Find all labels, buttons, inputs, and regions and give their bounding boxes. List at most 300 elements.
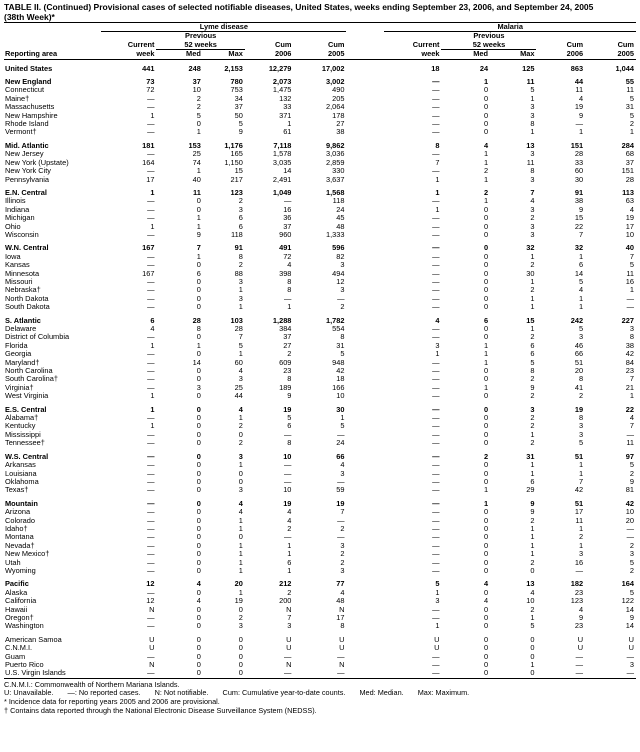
value-cell: 3 (435, 340, 440, 350)
value-cell: 1 (196, 251, 201, 261)
value-cell: 1,044 (615, 63, 634, 73)
value-cell: 32 (574, 243, 584, 253)
reporting-area-cell: Nevada† (5, 540, 35, 550)
value-cell: — (575, 119, 584, 129)
footnote-dagger: † Contains data reported through the National Electronic Disease Surveillance System (NEDSS). (4, 705, 317, 715)
value-cell: 1,568 (325, 187, 345, 197)
value-cell: 0 (196, 621, 201, 631)
value-cell: 0 (196, 404, 201, 414)
value-cell: — (147, 565, 155, 575)
reporting-area-cell: U.S. Virgin Islands (4, 669, 101, 678)
value-cell: 2 (629, 540, 634, 550)
value-cell: 40 (625, 243, 634, 253)
value-cell: 2 (340, 523, 345, 533)
value-cell: 491 (279, 243, 292, 253)
value-cell: — (432, 421, 440, 431)
max-header-malaria: Max (490, 50, 536, 59)
value-cell: — (432, 557, 440, 567)
value-cell: — (432, 366, 440, 376)
value-cell: 10 (283, 451, 292, 461)
value-cell: 24 (336, 204, 345, 214)
value-cell: 25 (234, 382, 243, 392)
value-cell: 1 (238, 515, 243, 525)
reporting-area-cell: Texas† (5, 485, 29, 495)
value-cell: 2 (238, 421, 243, 431)
value-cell: 1 (578, 523, 584, 533)
value-cell: 0 (483, 293, 489, 303)
value-cell: 11 (526, 77, 535, 87)
value-cell: 0 (483, 468, 489, 478)
value-cell: — (147, 102, 155, 112)
value-cell: 74 (192, 157, 201, 167)
cum-header-lyme-2006: Cum (274, 40, 292, 50)
value-cell: 1 (483, 157, 489, 167)
table-row (4, 517, 636, 525)
value-cell: 10 (192, 85, 201, 95)
value-cell: 1,176 (224, 140, 243, 150)
value-cell: 23 (574, 621, 584, 631)
value-cell: — (432, 85, 440, 95)
reporting-area-cell: South Dakota (5, 302, 50, 312)
value-cell: 1 (196, 221, 201, 231)
value-cell: 0 (483, 540, 489, 550)
value-cell: — (585, 669, 636, 678)
value-cell: — (626, 293, 634, 303)
value-cell: 1 (238, 349, 243, 359)
reporting-area-cell: North Dakota (5, 293, 49, 303)
table-row (4, 286, 636, 294)
cum-header-malaria-2005: Cum (617, 40, 634, 50)
value-cell: 17 (336, 613, 345, 622)
value-cell: 3,637 (325, 174, 345, 184)
value-cell: 1,049 (272, 187, 292, 197)
value-cell: N (149, 660, 155, 670)
value-cell: 13 (526, 579, 535, 589)
value-cell: 0 (203, 669, 245, 678)
region-row (4, 317, 636, 325)
footnote-star: * Incidence data for reporting years 2005 and 2006 are provisional. (4, 697, 220, 707)
value-cell: — (432, 660, 440, 670)
value-cell: 5 (530, 621, 535, 631)
reporting-area-cell: Oregon† (5, 613, 34, 622)
value-cell: 3 (578, 421, 584, 431)
value-cell: 19 (625, 213, 634, 223)
table-row (4, 589, 636, 597)
value-cell: — (432, 515, 440, 525)
value-cell: 2 (578, 391, 584, 401)
value-cell: 0 (483, 651, 489, 661)
value-cell: 8 (340, 621, 345, 631)
value-cell: 30 (336, 404, 345, 414)
value-cell: — (337, 476, 345, 486)
region-row (4, 244, 636, 252)
value-cell: 3 (530, 110, 535, 120)
value-cell: 8 (340, 332, 345, 342)
value-cell: 9 (629, 476, 634, 486)
reporting-area-cell: Georgia (5, 349, 32, 359)
value-cell: 554 (332, 324, 345, 333)
value-cell: 15 (526, 315, 535, 325)
med-header-malaria: Med (441, 50, 490, 59)
value-cell: 19 (574, 102, 584, 112)
value-cell: 2 (530, 285, 535, 295)
value-cell: 0 (483, 515, 489, 525)
table-row (4, 567, 636, 575)
table-row (4, 167, 636, 175)
value-cell: N (286, 660, 292, 670)
value-cell: 16 (625, 276, 634, 286)
value-cell: 36 (283, 213, 292, 223)
value-cell: 4 (578, 93, 584, 103)
value-cell: 7 (340, 507, 345, 517)
value-cell: U (339, 634, 345, 644)
value-cell: 0 (483, 110, 489, 120)
value-cell: 10 (625, 229, 634, 239)
value-cell: — (432, 391, 440, 401)
value-cell: U (149, 634, 155, 644)
cum-header-lyme-2005: Cum (328, 40, 345, 50)
table-row (4, 176, 636, 184)
footnote-n: N: Not notifiable. (154, 688, 209, 698)
value-cell: 5 (629, 110, 634, 120)
value-cell: 948 (332, 357, 345, 367)
value-cell: 1 (150, 221, 155, 231)
value-cell: 0 (196, 413, 201, 423)
value-cell: 66 (336, 451, 345, 461)
value-cell: 72 (146, 85, 155, 95)
value-cell: 1 (530, 549, 535, 559)
value-cell: 9 (530, 507, 535, 517)
value-cell: 1 (578, 468, 584, 478)
value-cell: 2 (340, 549, 345, 559)
value-cell: 11 (526, 157, 535, 167)
value-cell: 3 (340, 260, 345, 270)
value-cell: 0 (196, 349, 201, 359)
footnote-max: Max: Maximum. (417, 688, 470, 698)
reporting-area-cell: New York (Upstate) (5, 157, 69, 167)
table-row (4, 622, 636, 630)
value-cell: 1 (238, 302, 243, 312)
table-row (4, 422, 636, 430)
value-cell: 0 (238, 643, 243, 653)
value-cell: 0 (483, 643, 489, 653)
value-cell: 5 (238, 340, 243, 350)
value-cell: — (432, 93, 440, 103)
value-cell: 1 (530, 251, 535, 261)
reporting-area-cell: United States (5, 63, 53, 73)
value-cell: 20 (574, 366, 584, 376)
value-cell: 3 (238, 485, 243, 495)
value-cell: — (147, 213, 155, 223)
value-cell: 0 (196, 260, 201, 270)
value-cell: 42 (574, 485, 584, 495)
value-cell: 1 (629, 391, 634, 401)
value-cell: 46 (574, 340, 584, 350)
footnote-cum: Cum: Cumulative year-to-date counts. (222, 688, 346, 698)
value-cell: 2 (530, 391, 535, 401)
value-cell: — (147, 498, 155, 508)
value-cell: 1 (483, 357, 489, 367)
value-cell: 9 (287, 391, 292, 401)
weeks52-header-malaria: 52 weeks (441, 41, 536, 50)
value-cell: 441 (142, 63, 155, 73)
value-cell: 1 (196, 166, 201, 176)
value-cell: 0 (530, 634, 535, 644)
value-cell: — (432, 651, 440, 661)
value-cell: 0 (238, 468, 243, 478)
value-cell: — (147, 196, 155, 206)
table-row (4, 486, 636, 494)
reporting-area-cell: Vermont† (5, 127, 37, 137)
value-cell: 1 (238, 565, 243, 575)
value-cell: 10 (336, 391, 345, 401)
value-cell: 0 (196, 468, 201, 478)
header-row-columns (4, 50, 636, 59)
value-cell: 7 (287, 613, 292, 622)
reporting-area-cell: Utah (5, 557, 21, 567)
value-cell: 398 (279, 268, 292, 278)
region-row (4, 453, 636, 461)
value-cell: 1 (530, 523, 535, 533)
year2006-header-lyme: 2006 (245, 50, 294, 59)
value-cell: 0 (238, 651, 243, 661)
value-cell: — (147, 613, 155, 622)
value-cell: — (147, 438, 155, 448)
table-row (4, 342, 636, 350)
value-cell: 23 (283, 366, 292, 376)
reporting-area-cell: Maine† (5, 93, 30, 103)
value-cell: — (147, 93, 155, 103)
value-cell: 4 (196, 596, 201, 606)
value-cell: 0 (196, 515, 201, 525)
value-cell: 1,475 (272, 85, 292, 95)
value-cell: 2 (530, 374, 535, 384)
region-row (4, 142, 636, 150)
value-cell: — (536, 669, 585, 678)
value-cell: — (432, 324, 440, 333)
value-cell: 0 (196, 429, 201, 439)
value-cell: — (432, 293, 440, 303)
value-cell: 125 (522, 63, 535, 73)
value-cell: 3 (578, 549, 584, 559)
value-cell: 1,782 (325, 315, 345, 325)
value-cell: 30 (526, 268, 535, 278)
value-cell: — (432, 110, 440, 120)
value-cell: 8 (629, 332, 634, 342)
region-row (4, 500, 636, 508)
value-cell: 227 (621, 315, 634, 325)
value-cell: 4 (287, 515, 292, 525)
value-cell: 2 (530, 515, 535, 525)
value-cell: — (284, 196, 292, 206)
value-cell: 3 (238, 204, 243, 214)
value-cell: 1 (578, 540, 584, 550)
value-cell: 371 (279, 110, 292, 120)
value-cell: 2 (196, 102, 201, 112)
reporting-area-cell: Arkansas (5, 460, 36, 470)
reporting-area-cell: Florida (5, 340, 28, 350)
value-cell: — (147, 587, 155, 597)
value-cell: 37 (283, 332, 292, 342)
table-row (4, 661, 636, 669)
value-cell: — (147, 460, 155, 470)
value-cell: 1 (483, 485, 489, 495)
value-cell: 5 (340, 421, 345, 431)
value-cell: 2 (196, 93, 201, 103)
value-cell: 1 (150, 340, 155, 350)
value-cell: 960 (279, 229, 292, 239)
value-cell: 4 (340, 460, 345, 470)
value-cell: 5 (629, 557, 634, 567)
value-cell: 1 (435, 187, 440, 197)
value-cell: 28 (625, 174, 634, 184)
value-cell: 37 (625, 157, 634, 167)
value-cell: 8 (435, 140, 440, 150)
table-row (4, 614, 636, 622)
value-cell: 61 (283, 127, 292, 137)
value-cell: 7 (530, 187, 535, 197)
reporting-area-cell: Delaware (5, 324, 37, 333)
value-cell: 84 (625, 357, 634, 367)
value-cell: 8 (530, 366, 535, 376)
value-cell: 0 (238, 429, 243, 439)
reporting-area-cell: Arizona (5, 507, 31, 517)
value-cell: — (147, 557, 155, 567)
value-cell: — (337, 651, 345, 661)
table-row (4, 295, 636, 303)
table-row (4, 197, 636, 205)
value-cell: 490 (332, 85, 345, 95)
weeks52-header-lyme: 52 weeks (156, 41, 244, 50)
table-row (4, 261, 636, 269)
value-cell: 5 (530, 85, 535, 95)
value-cell: — (101, 669, 156, 678)
value-cell: — (432, 213, 440, 223)
value-cell: 151 (570, 140, 584, 150)
value-cell: — (432, 357, 440, 367)
value-cell: 9 (629, 613, 634, 622)
value-cell: 4 (238, 404, 243, 414)
value-cell: U (628, 634, 634, 644)
table-row (4, 159, 636, 167)
value-cell: 3 (629, 660, 634, 670)
value-cell: 384 (279, 324, 292, 333)
value-cell: 3,035 (272, 157, 292, 167)
value-cell: 5 (629, 460, 634, 470)
value-cell: 122 (621, 596, 634, 606)
value-cell: 14 (283, 166, 292, 176)
value-cell: 284 (621, 140, 634, 150)
value-cell: 41 (574, 382, 584, 392)
reporting-area-cell: Alaska (5, 587, 28, 597)
value-cell: 1 (238, 413, 243, 423)
value-cell: — (432, 196, 440, 206)
value-cell: — (575, 660, 584, 670)
value-cell: — (147, 366, 155, 376)
value-cell: 609 (279, 357, 292, 367)
value-cell: — (147, 413, 155, 423)
value-cell: 68 (625, 149, 634, 159)
value-cell: 2 (578, 532, 584, 542)
reporting-area-cell: W.N. Central (5, 243, 49, 253)
value-cell: 753 (230, 85, 243, 95)
value-cell: 8 (287, 438, 292, 448)
value-cell: 11 (575, 85, 584, 95)
value-cell: 15 (234, 166, 243, 176)
value-cell: 1 (483, 349, 489, 359)
value-cell: 0 (483, 476, 489, 486)
value-cell: — (293, 669, 346, 678)
table-title-line1: TABLE II. (Continued) Provisional cases of selected notifiable diseases, United States, weeks ending September 23, 2006, and September 24, 2005 (4, 2, 594, 12)
value-cell: 0 (196, 438, 201, 448)
value-cell: 6 (578, 260, 584, 270)
value-cell: 3 (340, 285, 345, 295)
value-cell: 73 (146, 77, 155, 87)
value-cell: 0 (483, 557, 489, 567)
value-cell: 6 (530, 476, 535, 486)
value-cell: — (284, 429, 292, 439)
value-cell: 1 (530, 93, 535, 103)
value-cell: — (626, 523, 634, 533)
value-cell: 2 (530, 604, 535, 614)
value-cell: — (147, 549, 155, 559)
value-cell: 0 (196, 485, 201, 495)
value-cell: 12 (146, 596, 155, 606)
value-cell: 0 (483, 613, 489, 622)
value-cell: 1 (150, 404, 155, 414)
value-cell: 14 (625, 604, 634, 614)
value-cell: 0 (196, 285, 201, 295)
value-cell: 1 (578, 460, 584, 470)
table-row (4, 206, 636, 214)
current-header-malaria: Current (412, 40, 440, 50)
value-cell: 0 (196, 293, 201, 303)
table-row (4, 478, 636, 486)
value-cell: N (286, 604, 292, 614)
value-cell: 0 (196, 276, 201, 286)
value-cell: 1 (483, 382, 489, 392)
value-cell: 8 (578, 374, 584, 384)
value-cell: 63 (625, 196, 634, 206)
value-cell: 1 (287, 540, 292, 550)
value-cell: 1 (150, 421, 155, 431)
value-cell: 5 (287, 413, 292, 423)
value-cell: 3 (287, 621, 292, 631)
reporting-area-cell: Pennsylvania (5, 174, 49, 184)
value-cell: 7 (629, 421, 634, 431)
table-row (4, 270, 636, 278)
value-cell: 4 (629, 204, 634, 214)
region-row (4, 189, 636, 197)
value-cell: 1 (530, 324, 535, 333)
value-cell: 0 (196, 302, 201, 312)
value-cell: 7 (196, 243, 201, 253)
value-cell: 0 (483, 413, 489, 423)
header-row-previous (4, 32, 636, 40)
value-cell: 2 (629, 119, 634, 129)
value-cell: 2 (287, 349, 292, 359)
value-cell: 0 (483, 438, 489, 448)
reporting-area-cell: Iowa (5, 251, 21, 261)
value-cell: — (147, 621, 155, 631)
value-cell: 7 (435, 157, 440, 167)
value-cell: 0 (238, 476, 243, 486)
value-cell: — (147, 332, 155, 342)
table-row (4, 253, 636, 261)
value-cell: 2 (629, 468, 634, 478)
value-cell: 123 (230, 187, 243, 197)
value-cell: 0 (196, 421, 201, 431)
